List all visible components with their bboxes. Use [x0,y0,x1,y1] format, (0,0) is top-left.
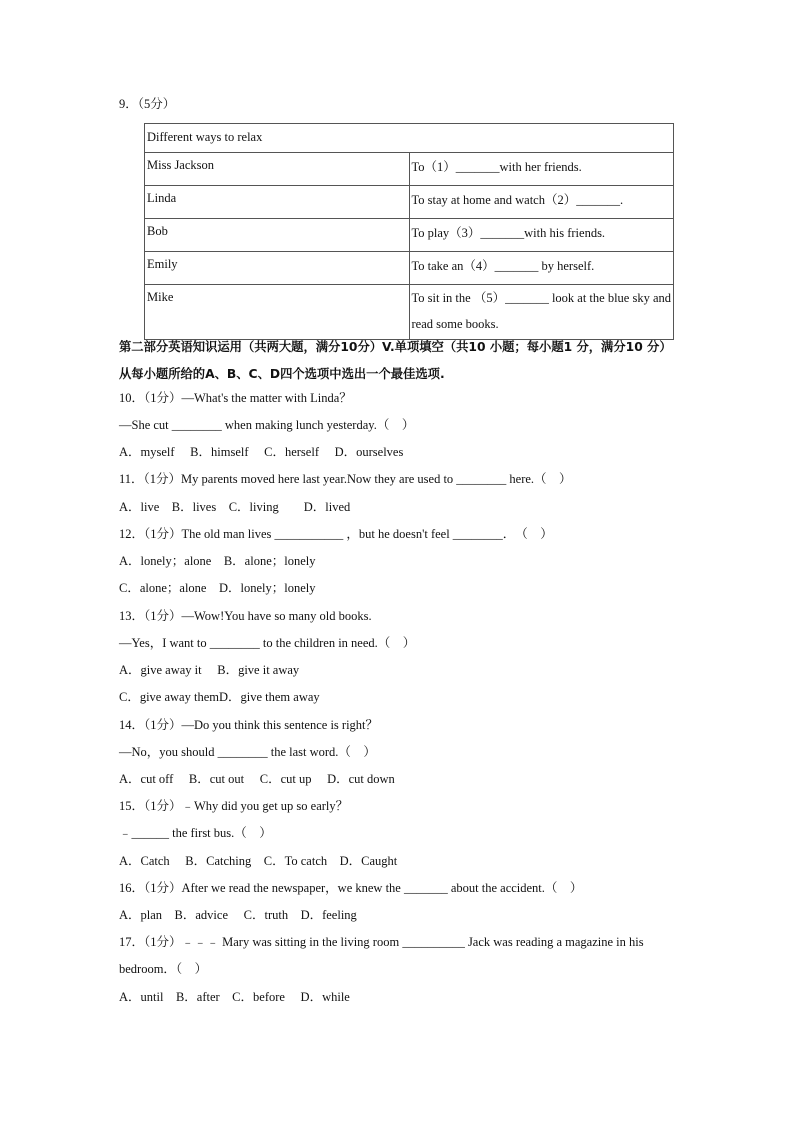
question-16-options: A．plan B．advice C．truth D．feeling [119,908,357,922]
question-15-line: ﹣______ the first bus.（ ） [119,826,272,840]
person-name: Bob [145,219,410,252]
question-13-line: —Yes，I want to ________ to the children in need.（ ） [119,636,416,650]
question-14-stem: 14．（1分）—Do you think this sentence is right？ [119,718,379,732]
question-9-stem: 9．（5分） [119,97,176,111]
question-15-options: A．Catch B．Catching C．To catch D．Caught [119,854,398,868]
person-name: Linda [145,186,410,219]
relax-table [144,123,674,340]
question-11-stem: 11．（1分）My parents moved here last year.Now they are used to ________ here.（ ） [119,472,572,486]
question-10-options: A．myself B．himself C．herself D．ourselves [119,445,404,459]
relax-way: To take an（4）_______ by herself. [409,252,674,285]
question-11-options: A．live B．lives C．living D．lived [119,500,351,514]
question-12-options: C．alone；alone D．lonely；lonely [119,581,316,595]
person-name: Mike [145,285,410,340]
question-17-stem: 17．（1分）﹣﹣﹣ Mary was sitting in the living room __________ Jack was reading a magazine in his bedroom．（ ） [119,935,644,976]
person-name: Emily [145,252,410,285]
question-14-line: —No，you should ________ the last word.（ ） [119,745,376,759]
question-13-stem: 13．（1分）—Wow!You have so many old books. [119,609,372,623]
question-15-stem: 15．（1分）﹣Why did you get up so early？ [119,799,349,813]
question-17-options: A．until B．after C．before D．while [119,990,350,1004]
relax-way: To play（3）_______with his friends. [409,219,674,252]
relax-way: To stay at home and watch（2）_______. [409,186,674,219]
relax-way: To sit in the （5）_______ look at the blue sky and read some books. [409,285,674,340]
question-14-options: A．cut off B．cut out C．cut up D．cut down [119,772,395,786]
question-10-stem: 10．（1分）—What's the matter with Linda？ [119,391,352,405]
relax-way: To（1）_______with her friends. [409,153,674,186]
question-16-stem: 16．（1分）After we read the newspaper，we knew the _______ about the accident.（ ） [119,881,583,895]
table-header-row [145,124,674,153]
question-10-line: —She cut ________ when making lunch yesterday.（ ） [119,418,415,432]
table-row [145,219,674,252]
section-heading: 第二部分英语知识运用（共两大题，满分10分）V.单项填空（共10 小题；每小题1 分，满分10 分）从每小题所给的A、B、C、D四个选项中选出一个最佳选项. [119,340,672,381]
question-12-stem: 12．（1分）The old man lives ___________ ，but he doesn't feel ________． （ ） [119,527,553,541]
table-header: Different ways to relax [145,124,674,153]
person-name: Miss Jackson [145,153,410,186]
table-row [145,186,674,219]
table-row [145,153,674,186]
table-row [145,252,674,285]
question-13-options: A．give away it B．give it away [119,663,300,677]
question-13-options: C．give away themD．give them away [119,690,320,704]
question-12-options: A．lonely；alone B．alone；lonely [119,554,316,568]
table-row [145,285,674,340]
